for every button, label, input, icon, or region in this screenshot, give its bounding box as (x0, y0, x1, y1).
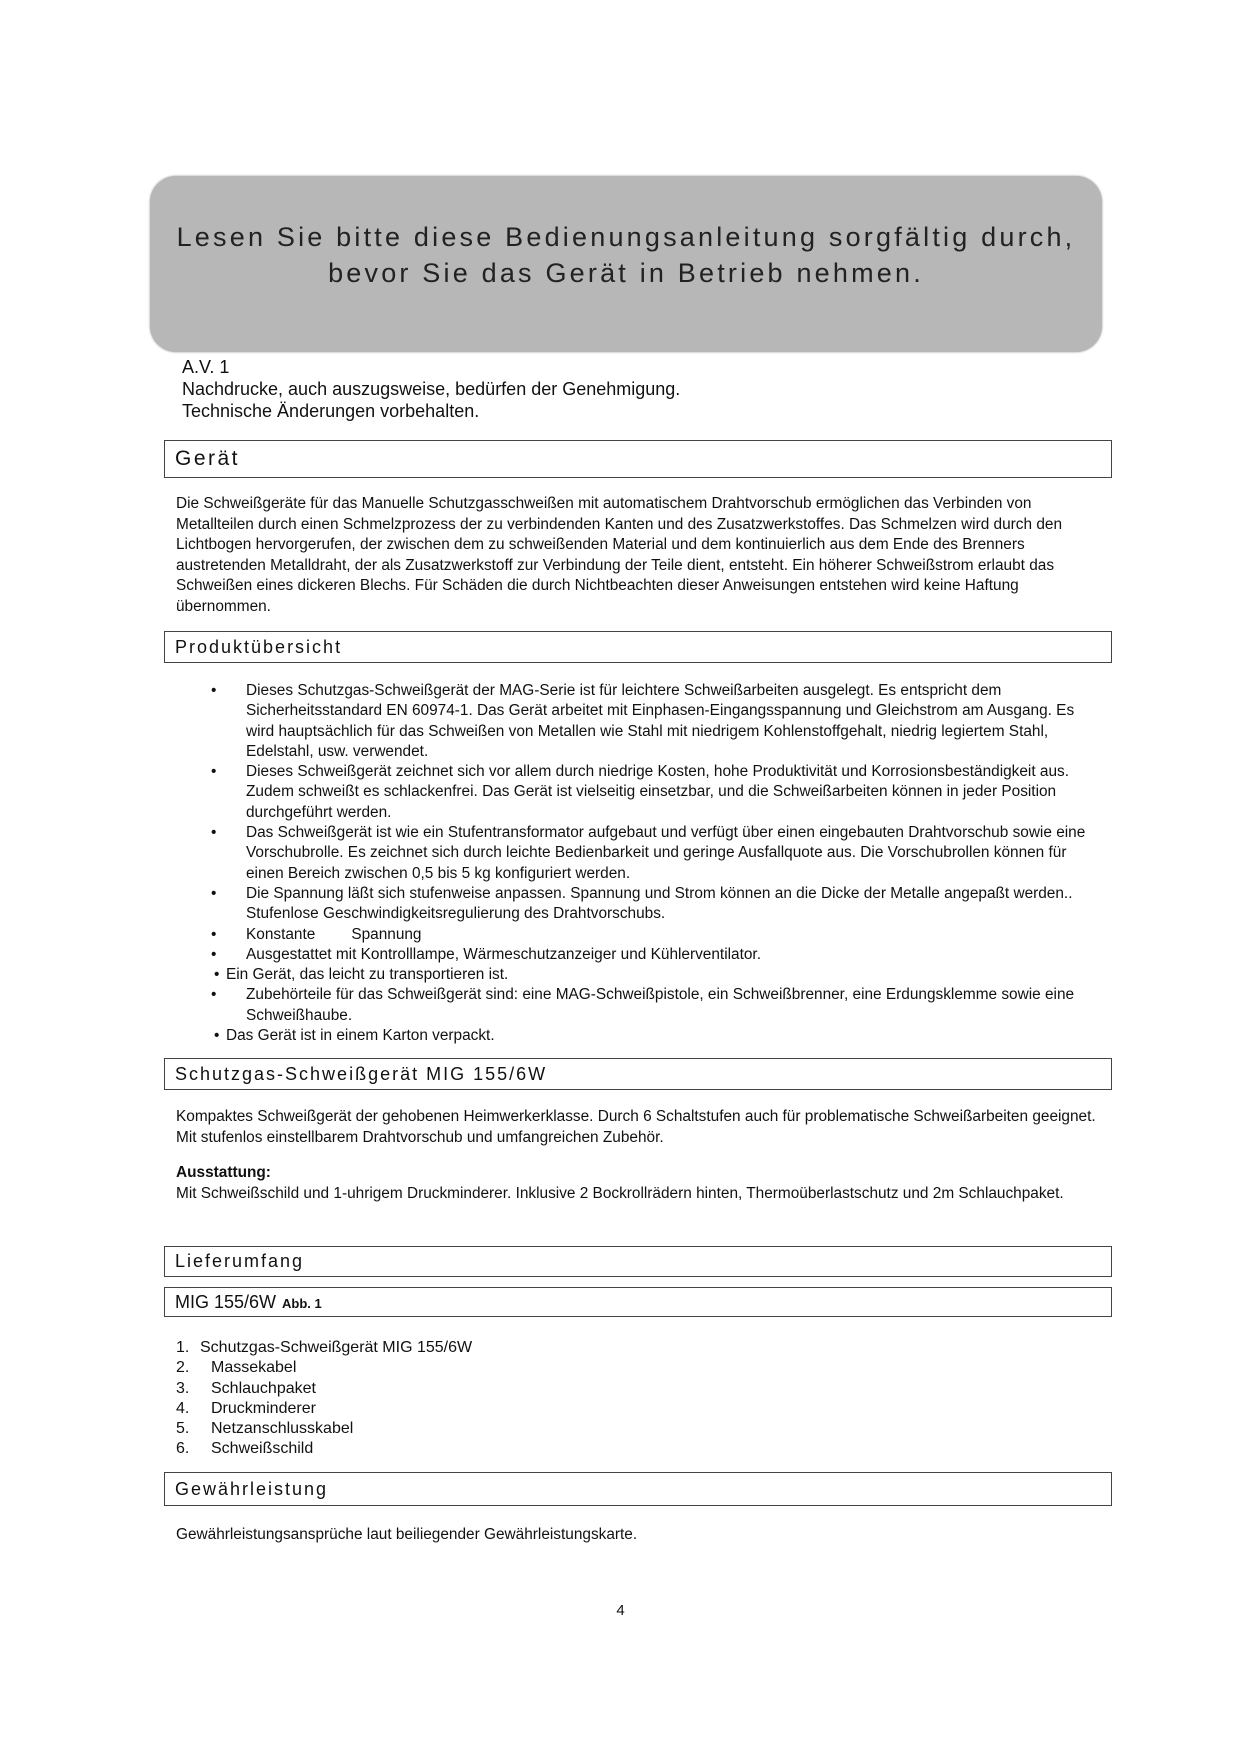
list-item: 6. Schweißschild (176, 1440, 314, 1458)
list-item: • Ein Gerät, das leicht zu transportieren ist. (176, 965, 1106, 985)
gewaehrleistung-paragraph: Gewährleistungsansprüche laut beiliegender Gewährleistungskarte. (176, 1526, 638, 1543)
figure-reference: Abb. 1 (282, 1296, 322, 1311)
list-item: 3. Schlauchpaket (176, 1379, 316, 1397)
reprint-note: Nachdrucke, auch auszugsweise, bedürfen der Genehmigung. (182, 379, 681, 399)
ausstattung-block (176, 1163, 1106, 1204)
bullet-symbol: • (214, 966, 220, 984)
list-item: • Das Schweißgerät ist wie ein Stufentransformator aufgebaut und verfügt über einen eingebauten Drahtvorschub sowie eine Vorschubrolle. Es zeichnet sich durch leichte Bedienbarkeit und geringe Ausfallquote aus. Die Vorschubrollen können für einen Bereich zwischen 0,5 bis 5 kg konfiguriert werden. (211, 824, 1086, 882)
list-item: • Die Spannung läßt sich stufenweise anpassen. Spannung und Strom können an die Dicke der Metalle angepaßt werden.. Stufenlose Geschwindigkeitsregulierung des Drahtvorschubs. (211, 884, 1073, 923)
version-note: A.V. 1 (182, 357, 230, 377)
list-item: • Das Gerät ist in einem Karton verpackt. (176, 1026, 1106, 1046)
section-heading-gewaehrleistung: Gewährleistung (164, 1472, 1112, 1506)
bullet-symbol: • (211, 925, 217, 943)
ausstattung-label: Ausstattung: (176, 1164, 271, 1181)
delivery-contents-list (176, 1338, 472, 1460)
section-heading-mig: Schutzgas-Schweißgerät MIG 155/6W (164, 1058, 1112, 1090)
model-name: MIG 155/6W (175, 1292, 277, 1312)
bullet-symbol: • (211, 763, 217, 781)
bullet-symbol: • (211, 884, 217, 902)
list-item: • Zubehörteile für das Schweißgerät sind: eine MAG-Schweißpistole, ein Schweißbrenner, eine Erdungsklemme sowie eine Schweißhaube. (211, 986, 1075, 1024)
section-heading-produktuebersicht: Produktübersicht (164, 631, 1112, 663)
geraet-paragraph: Die Schweißgeräte für das Manuelle Schutzgasschweißen mit automatischem Drahtvorschub ermöglichen das Verbinden von Metallteilen durch einen Schmelzprozess der zu verbindenden Kanten und des Zusatzwerkstoffes. Das Schmelzen wird durch den Lichtbogen hervorgerufen, der zwischen dem zu schweißenden Material und dem kontinuierlich aus dem Ende des Brenners austretenden Metalldraht, der als Zusatzwerkstoff zur Verbindung der Teile dient, entsteht. Ein höherer Schweißstrom erlaubt das Schweißen eines dickeren Blechs. Für Schäden die durch Nichtbeachten dieser Anweisungen entstehen wird keine Haftung übernommen. (176, 495, 1063, 615)
product-feature-list (176, 681, 1106, 1046)
list-item: 2. Massekabel (176, 1359, 297, 1377)
bullet-symbol: • (211, 824, 217, 842)
bullet-symbol: • (214, 1027, 220, 1045)
banner-line-1: Lesen Sie bitte diese Bedienungsanleitung sorgfältig durch, (176, 222, 1076, 252)
page-number: 4 (616, 1602, 625, 1619)
ausstattung-text: Mit Schweißschild und 1-uhrigem Druckminderer. Inklusive 2 Bockrollrädern hinten, Thermoüberlastschutz und 2m Schlauchpaket. (176, 1184, 1064, 1202)
mig-paragraph: Kompaktes Schweißgerät der gehobenen Heimwerkerklasse. Durch 6 Schaltstufen auch für problematische Schweißarbeiten geeignet. Mit stufenlos einstellbarem Drahtvorschub und umfangreichen Zubehör. (176, 1108, 1096, 1146)
list-item: • Konstante Spannung (176, 925, 1106, 945)
bullet-symbol: • (211, 945, 217, 963)
list-item: • Dieses Schutzgas-Schweißgerät der MAG-Serie ist für leichtere Schweißarbeiten ausgelegt. Es entspricht dem Sicherheitsstandard EN 60974-1. Das Gerät arbeitet mit Einphasen-Eingangsspannung und Gleichstrom am Ausgang. Es wird hauptsächlich für das Schweißen von Metallen wie Stahl mit niedrigem Kohlenstoffgehalt, niedrig legiertem Stahl, Edelstahl, usw. verwendet. (211, 682, 1075, 760)
list-item: • Dieses Schweißgerät zeichnet sich vor allem durch niedrige Kosten, hohe Produktivität und Korrosionsbeständigkeit aus. Zudem schweißt es schlackenfrei. Das Gerät ist vielseitig einsetzbar, und die Schweißarbeiten können in jeder Position durchgeführt werden. (211, 763, 1069, 821)
section-heading-lieferumfang: Lieferumfang (164, 1246, 1112, 1277)
section-heading-geraet: Gerät (164, 440, 1112, 478)
document-notes (182, 356, 680, 422)
changes-note: Technische Änderungen vorbehalten. (182, 401, 480, 421)
model-heading (164, 1287, 1112, 1317)
bullet-symbol: • (211, 682, 217, 699)
banner-line-2: bevor Sie das Gerät in Betrieb nehmen. (328, 258, 924, 288)
list-item: 5. Netzanschlusskabel (176, 1420, 354, 1438)
list-item: 4. Druckminderer (176, 1399, 316, 1417)
list-item: • Ausgestattet mit Kontrolllampe, Wärmeschutzanzeiger und Kühlerventilator. (176, 945, 1106, 965)
instruction-banner (150, 176, 1102, 352)
bullet-symbol: • (211, 986, 217, 1004)
list-item: 1. Schutzgas-Schweißgerät MIG 155/6W (176, 1339, 473, 1356)
